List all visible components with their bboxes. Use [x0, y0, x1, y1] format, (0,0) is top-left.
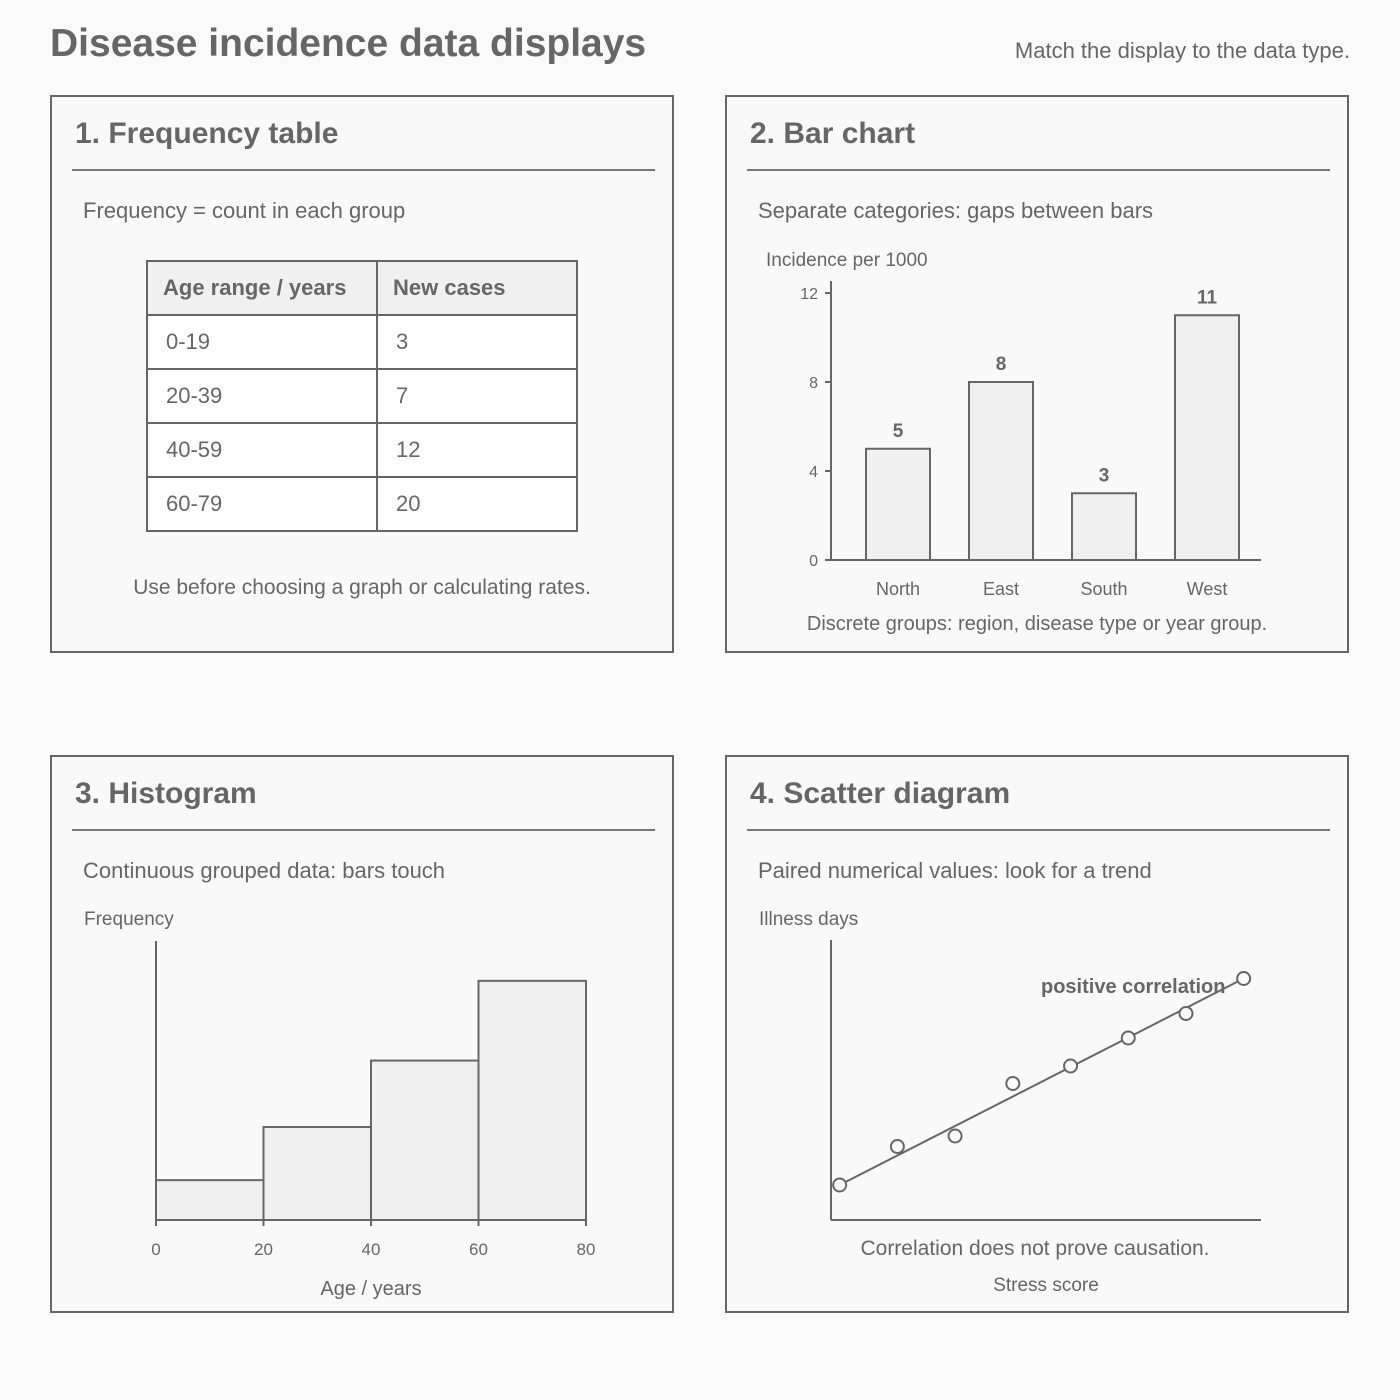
y-tick-label: 4: [809, 464, 818, 481]
histogram-bar: [264, 1127, 372, 1220]
x-tick-label: 80: [576, 1240, 596, 1259]
page-title: Disease incidence data displays: [50, 22, 647, 65]
x-tick-label: West: [1186, 579, 1228, 599]
scatter-point: [833, 1179, 846, 1192]
bar-chart: [727, 97, 1347, 651]
table-row: [147, 477, 577, 531]
panel-heading: 2. Bar chart: [750, 117, 916, 150]
y-axis-label: Illness days: [759, 909, 859, 930]
panel-subtitle: Continuous grouped data: bars touch: [83, 858, 446, 883]
y-tick-label: 8: [809, 375, 818, 392]
scatter-point: [891, 1140, 904, 1153]
panel-heading: 1. Frequency table: [75, 117, 339, 150]
scatter-point: [1237, 972, 1250, 985]
scatter-point: [1122, 1032, 1135, 1045]
new-cases-cell: 7: [377, 369, 577, 423]
y-axis-label: Frequency: [84, 909, 174, 930]
new-cases-cell: 3: [377, 315, 577, 369]
column-header-new-cases: New cases: [377, 261, 577, 315]
frequency-table-panel: [50, 95, 674, 653]
table-header-row: [147, 261, 577, 315]
x-tick-label: 20: [254, 1240, 273, 1259]
x-tick-label: South: [1080, 579, 1128, 599]
table-row: [147, 423, 577, 477]
histogram-bar: [479, 981, 587, 1220]
trend-annotation: positive correlation: [1041, 976, 1226, 998]
y-tick-label: 12: [800, 286, 818, 303]
x-tick-label: 60: [469, 1240, 488, 1259]
bar-value-label: 5: [892, 420, 904, 442]
heading-divider: [72, 169, 655, 171]
table-row: [147, 315, 577, 369]
bar-value-label: 8: [995, 354, 1007, 375]
histogram-panel: [50, 755, 674, 1313]
x-axis-label: Stress score: [993, 1275, 1099, 1296]
y-tick-label: 0: [809, 553, 818, 570]
panel-note: Discrete groups: region, disease type or year group.: [806, 613, 1268, 635]
panel-subtitle: Paired numerical values: look for a trend: [758, 858, 1152, 883]
x-tick-label: 40: [361, 1240, 381, 1259]
y-axis-label: Incidence per 1000: [766, 250, 928, 271]
page-instruction: Match the display to the data type.: [1014, 38, 1350, 63]
scatter-point: [949, 1130, 962, 1143]
bar-north: [866, 449, 930, 560]
histogram-bar: [371, 1061, 479, 1220]
table-row: [147, 369, 577, 423]
histogram-bar: [156, 1180, 264, 1220]
bar-east: [969, 382, 1033, 560]
panel-subtitle: Frequency = count in each group: [83, 198, 406, 223]
bar-value-label: 3: [1098, 465, 1110, 487]
scatter-chart: [727, 757, 1347, 1311]
x-tick-label: North: [875, 579, 921, 599]
scatter-point: [1064, 1060, 1077, 1073]
x-axis-label: Age / years: [320, 1278, 422, 1300]
age-range-cell: 60-79: [147, 477, 377, 531]
bar-value-label: 11: [1196, 287, 1218, 309]
panel-note: Correlation does not prove causation.: [860, 1237, 1210, 1260]
bar-chart-panel: [725, 95, 1349, 653]
panel-heading: 3. Histogram: [75, 777, 257, 810]
scatter-point: [1006, 1077, 1019, 1090]
histogram-chart: [52, 757, 672, 1311]
x-tick-label: East: [982, 579, 1020, 599]
scatter-point: [1179, 1007, 1192, 1020]
panel-heading: 4. Scatter diagram: [750, 777, 1011, 810]
age-range-cell: 20-39: [147, 369, 377, 423]
panel-subtitle: Separate categories: gaps between bars: [758, 198, 1154, 223]
bar-west: [1175, 315, 1239, 560]
frequency-table: [146, 260, 578, 532]
age-range-cell: 0-19: [147, 315, 377, 369]
bar-south: [1072, 493, 1136, 560]
age-range-cell: 40-59: [147, 423, 377, 477]
new-cases-cell: 12: [377, 423, 577, 477]
new-cases-cell: 20: [377, 477, 577, 531]
panel-note: Use before choosing a graph or calculating rates.: [133, 576, 591, 599]
column-header-age-range: Age range / years: [147, 261, 377, 315]
scatter-panel: [725, 755, 1349, 1313]
x-tick-label: 0: [151, 1240, 161, 1259]
